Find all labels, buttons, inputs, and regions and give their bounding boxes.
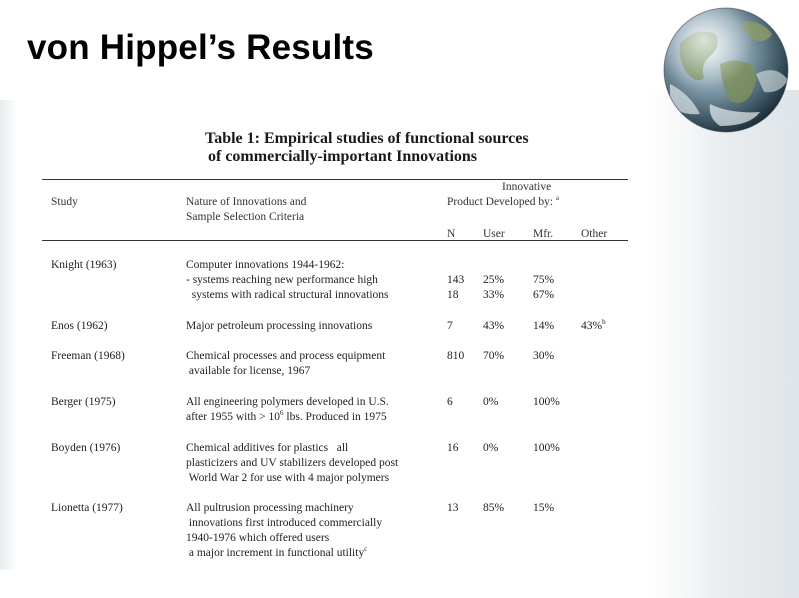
row-n: 7 — [447, 320, 453, 332]
header-other: Other — [581, 228, 608, 240]
row-study: Lionetta (1977) — [51, 502, 123, 514]
row-n: 810 — [447, 350, 465, 362]
row-mfr: 15% — [533, 502, 555, 514]
row-user: 0% — [483, 442, 499, 454]
table-title-line1: Table 1: Empirical studies of functional sources — [205, 130, 529, 147]
row-user: 33% — [483, 289, 505, 301]
row-n: 143 — [447, 274, 465, 286]
header-user: User — [483, 228, 505, 240]
row-nature-line: Major petroleum processing innovations — [186, 320, 373, 332]
header-study: Study — [51, 196, 78, 208]
row-nature-line: All pultrusion processing machinery — [186, 502, 354, 514]
row-nature-superscript: 6 — [280, 409, 284, 418]
row-nature-line: 1940-1976 which offered users — [186, 532, 330, 544]
row-nature-line: World War 2 for use with 4 major polymers — [186, 472, 390, 484]
header-group-line2: Product Developed by: $^a$ — [447, 194, 560, 208]
header-nature-line2: Sample Selection Criteria — [186, 211, 305, 223]
table-title — [205, 130, 529, 166]
row-mfr: 100% — [533, 442, 560, 454]
row-user: 43% — [483, 320, 505, 332]
row-nature-line: Computer innovations 1944-1962: — [186, 259, 345, 271]
row-user: 70% — [483, 350, 505, 362]
row-user: 0% — [483, 396, 499, 408]
row-n: 16 — [447, 442, 459, 454]
row-mfr: 67% — [533, 289, 555, 301]
row-n: 13 — [447, 502, 459, 514]
background-gradient-right — [649, 90, 799, 598]
row-study: Boyden (1976) — [51, 442, 121, 454]
header-nature-line1: Nature of Innovations and — [186, 196, 307, 208]
row-other: 43%$^b$ — [581, 318, 606, 332]
row-nature-line: after 1955 with > $10^6$ lbs. Produced in 1975 — [186, 409, 387, 423]
row-nature-line: - systems reaching new performance high — [186, 274, 378, 286]
slide-title: von Hippel’s Results — [27, 28, 374, 67]
row-nature-line: Chemical additives for plastics all — [186, 442, 349, 454]
row-study: Berger (1975) — [51, 396, 116, 408]
row-n: 6 — [447, 396, 453, 408]
row-nature-line: innovations first introduced commercially — [186, 517, 383, 529]
row-nature-footnote-mark: c — [364, 545, 368, 554]
row-n: 18 — [447, 289, 459, 301]
row-nature-line: a major increment in functional utility$^c$ — [186, 545, 368, 559]
header-mfr: Mfr. — [533, 228, 554, 240]
header-n: N — [447, 228, 456, 240]
row-nature-line: systems with radical structural innovations — [186, 289, 389, 301]
row-nature-line: plasticizers and UV stabilizers developed post — [186, 457, 399, 469]
row-nature-line: All engineering polymers developed in U.S. — [186, 396, 389, 408]
table-title-line2: of commercially-important Innovations — [208, 148, 478, 165]
header-group-line1: Innovative — [502, 181, 552, 193]
row-mfr: 75% — [533, 274, 555, 286]
background-gradient-left — [0, 100, 18, 570]
row-study: Knight (1963) — [51, 259, 117, 271]
row-nature-line: Chemical processes and process equipment — [186, 350, 386, 362]
row-study: Enos (1962) — [51, 320, 108, 332]
row-nature-line: available for license, 1967 — [186, 365, 311, 377]
row-mfr: 30% — [533, 350, 555, 362]
globe-icon — [660, 4, 792, 136]
row-user: 25% — [483, 274, 505, 286]
row-user: 85% — [483, 502, 505, 514]
row-mfr: 14% — [533, 320, 555, 332]
row-study: Freeman (1968) — [51, 350, 125, 362]
header-group-footnote-mark: a — [555, 194, 560, 203]
row-mfr: 100% — [533, 396, 560, 408]
row-other-footnote-mark: b — [602, 318, 606, 327]
